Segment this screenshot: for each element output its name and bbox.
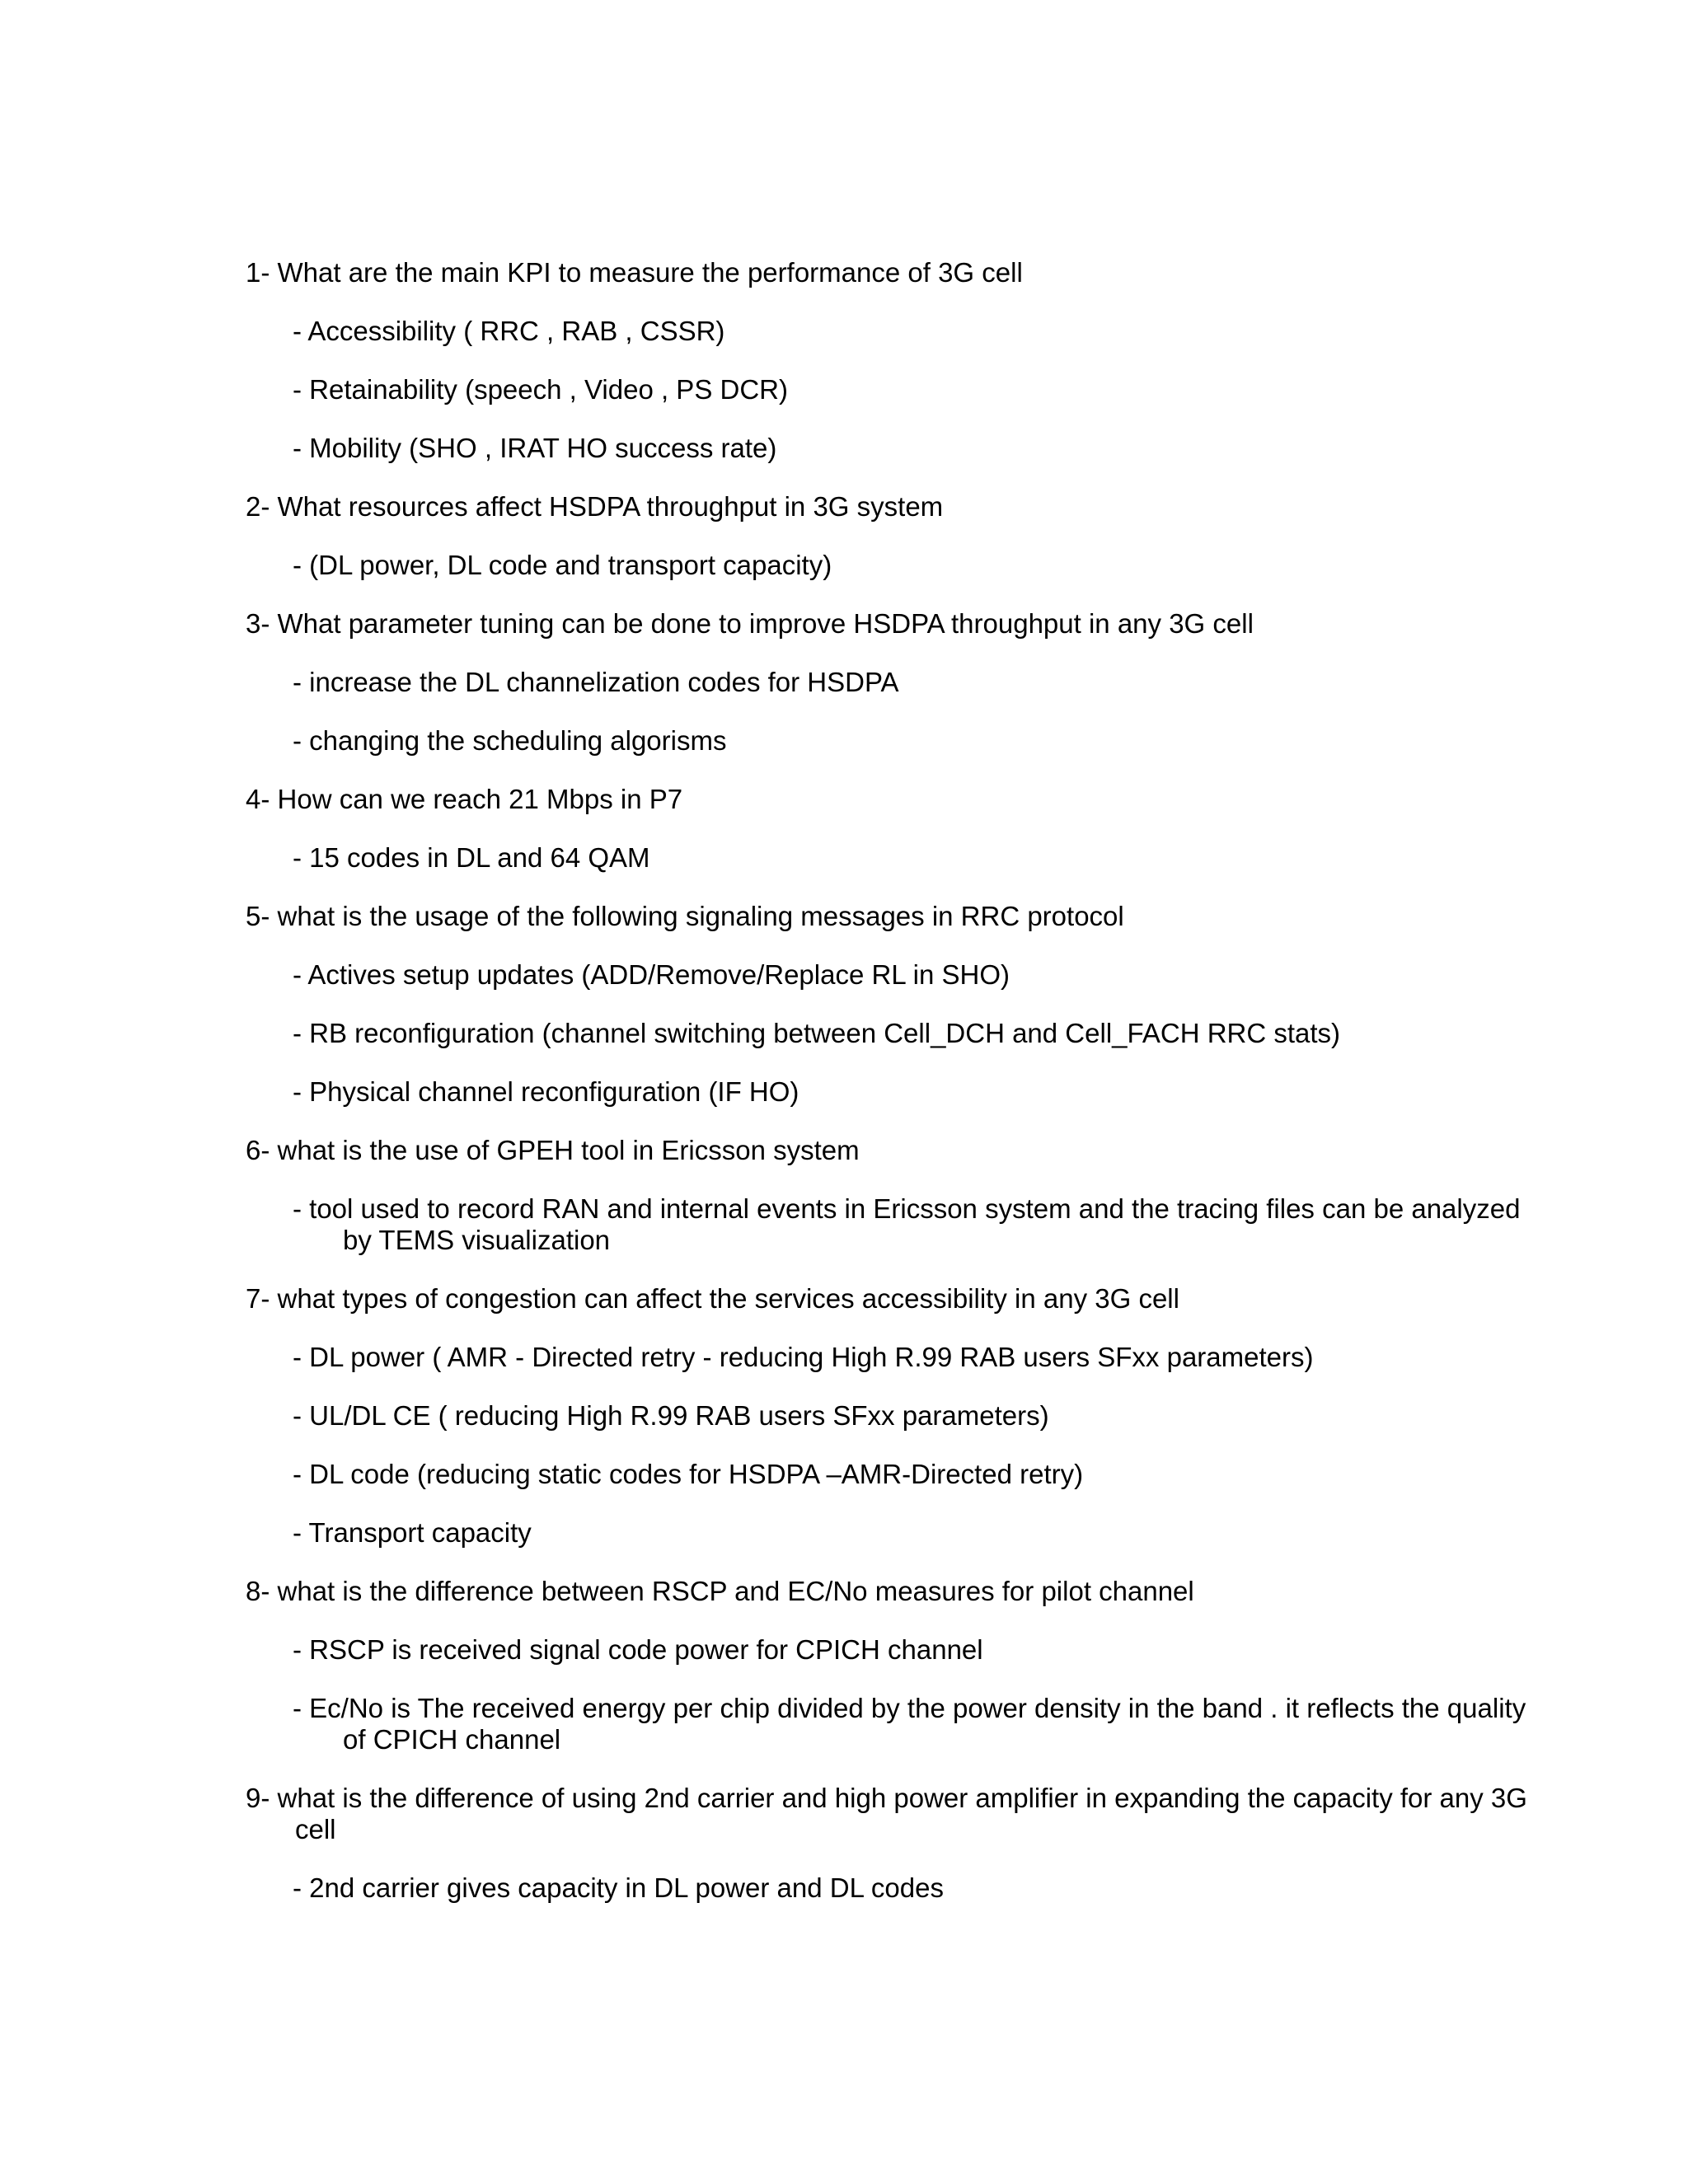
question-5: 5- what is the usage of the following signaling messages in RRC protocol: [246, 901, 1124, 931]
answer-4-1: - 15 codes in DL and 64 QAM: [293, 842, 650, 873]
answer-5-1: - Actives setup updates (ADD/Remove/Replace RL in SHO): [293, 959, 1010, 990]
answer-1-3: - Mobility (SHO , IRAT HO success rate): [293, 433, 777, 463]
answer-9-1: - 2nd carrier gives capacity in DL power and DL codes: [293, 1872, 944, 1903]
answer-8-2: - Ec/No is The received energy per chip divided by the power density in the band . it reflects the quality of CPICH channel: [293, 1693, 1526, 1755]
answer-1-1: - Accessibility ( RRC , RAB , CSSR): [293, 316, 725, 346]
question-7: 7- what types of congestion can affect the services accessibility in any 3G cell: [246, 1283, 1179, 1314]
question-6: 6- what is the use of GPEH tool in Ericsson system: [246, 1135, 860, 1165]
question-4: 4- How can we reach 21 Mbps in P7: [246, 784, 683, 814]
answer-3-2: - changing the scheduling algorisms: [293, 725, 727, 756]
answer-7-2: - UL/DL CE ( reducing High R.99 RAB users SFxx parameters): [293, 1400, 1049, 1431]
question-3: 3- What parameter tuning can be done to improve HSDPA throughput in any 3G cell: [246, 608, 1254, 639]
question-8: 8- what is the difference between RSCP and EC/No measures for pilot channel: [246, 1576, 1194, 1606]
question-1: 1- What are the main KPI to measure the performance of 3G cell: [246, 257, 1023, 288]
answer-1-2: - Retainability (speech , Video , PS DCR): [293, 374, 788, 405]
answer-7-3: - DL code (reducing static codes for HSDPA –AMR-Directed retry): [293, 1459, 1084, 1489]
question-2: 2- What resources affect HSDPA throughput in 3G system: [246, 491, 944, 522]
qa-list: [246, 257, 1531, 1931]
answer-3-1: - increase the DL channelization codes for HSDPA: [293, 667, 899, 697]
answer-5-2: - RB reconfiguration (channel switching between Cell_DCH and Cell_FACH RRC stats): [293, 1018, 1341, 1048]
answer-6-1: - tool used to record RAN and internal events in Ericsson system and the tracing files can be analyzed by TEMS visualization: [293, 1193, 1521, 1255]
answer-7-1: - DL power ( AMR - Directed retry - reducing High R.99 RAB users SFxx parameters): [293, 1342, 1314, 1372]
answer-5-3: - Physical channel reconfiguration (IF HO): [293, 1076, 799, 1107]
answer-8-1: - RSCP is received signal code power for CPICH channel: [293, 1634, 983, 1665]
answer-7-4: - Transport capacity: [293, 1517, 532, 1548]
answer-2-1: - (DL power, DL code and transport capacity): [293, 550, 832, 580]
question-9: 9- what is the difference of using 2nd carrier and high power amplifier in expanding the capacity for any 3G cell: [246, 1783, 1527, 1844]
